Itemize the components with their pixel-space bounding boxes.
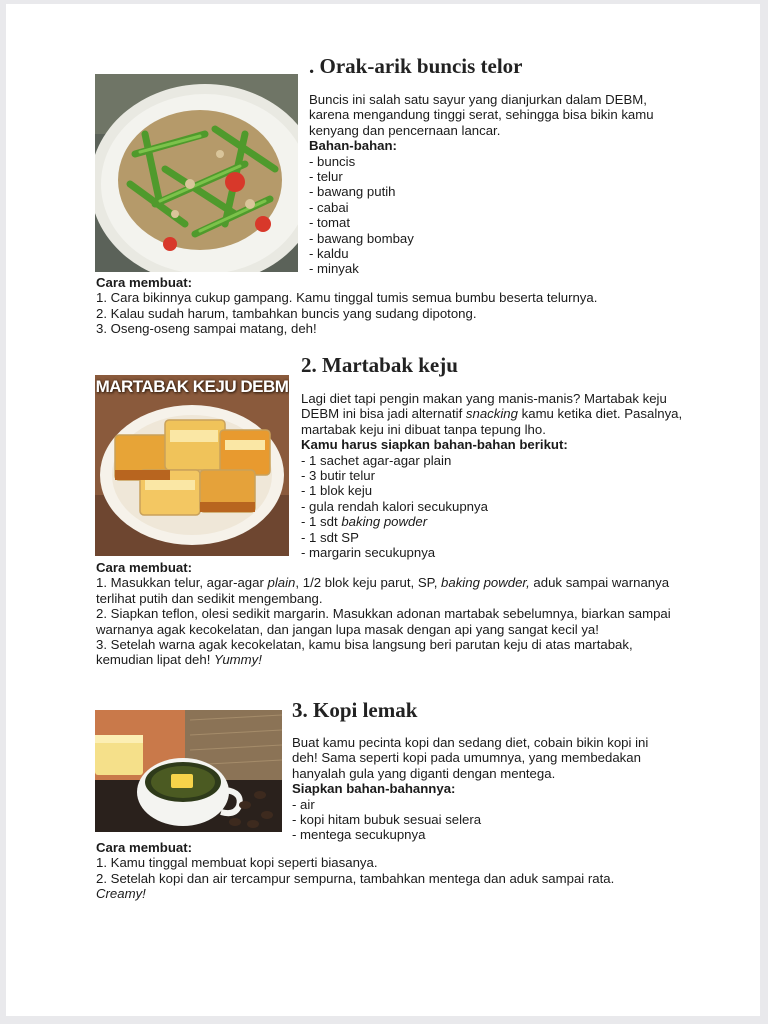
instructions <box>96 560 684 668</box>
cheese-martabak-photo <box>95 375 289 556</box>
ingredient-item <box>309 184 679 199</box>
text-run: 2. Setelah kopi dan air tercampur sempurna, tambahkan mentega dan aduk sampai rata. <box>96 870 615 886</box>
italic-text: Creamy! <box>96 886 146 902</box>
ingredients-list <box>301 453 686 561</box>
ingredient-item <box>292 797 677 812</box>
ingredient-item <box>309 246 679 261</box>
intro-paragraph <box>292 735 677 781</box>
recipe-description <box>309 92 679 277</box>
text-run: Buat kamu pecinta kopi dan sedang diet, cobain bikin kopi ini deh! Sama seperti kopi pada umumnya, yang membedakan hanyalah gula yang diganti dengan mentega. <box>292 735 649 781</box>
text-run: Buncis ini salah satu sayur yang dianjurkan dalam DEBM, karena mengandung tinggi serat, sehingga bisa bikin kamu kenyang dan pencernaan lancar. <box>309 92 654 138</box>
butter-coffee-photo <box>95 710 282 832</box>
ingredient-item <box>301 468 686 483</box>
text-run: - 1 blok keju <box>301 483 373 499</box>
stir-fried-green-beans-photo <box>95 74 298 272</box>
text-run: - tomat <box>309 215 351 231</box>
steps-list <box>96 290 696 336</box>
text-run: - kopi hitam bubuk sesuai selera <box>292 812 482 828</box>
steps-label: Cara membuat: <box>96 840 193 855</box>
recipe-title: . Orak-arik buncis telor <box>309 54 523 78</box>
ingredient-item <box>301 453 686 468</box>
ingredients-label: Bahan-bahan: <box>309 138 397 154</box>
ingredient-item <box>309 215 679 230</box>
step-item <box>96 290 696 305</box>
step-item <box>96 575 684 606</box>
ingredient-item <box>301 530 686 545</box>
ingredients-list <box>292 797 677 843</box>
text-run: - margarin secukupnya <box>301 545 436 561</box>
ingredient-item <box>301 499 686 514</box>
text-run: aduk sampai warnanya terlihat putih dan sedikit mengembang. <box>96 575 670 606</box>
text-run: Lagi diet tapi pengin makan yang manis-manis? Martabak keju DEBM ini bisa jadi alternatif <box>301 391 667 422</box>
text-run: - bawang putih <box>309 184 396 200</box>
text-run: - cabai <box>309 199 349 215</box>
document-page <box>6 4 760 1016</box>
instructions <box>96 840 656 902</box>
step-item <box>96 871 656 902</box>
ingredient-item <box>309 231 679 246</box>
text-run: - air <box>292 796 315 812</box>
text-run: - 1 sdt <box>301 514 342 530</box>
ingredient-item <box>301 483 686 498</box>
text-run: - minyak <box>309 261 359 277</box>
steps-list <box>96 575 684 667</box>
text-run: , 1/2 blok keju parut, SP, <box>295 575 442 591</box>
ingredients-label: Siapkan bahan-bahannya: <box>292 781 456 797</box>
italic-text: baking powder, <box>441 575 530 591</box>
ingredient-item <box>301 514 686 529</box>
recipe-description <box>301 391 686 560</box>
text-run: 3. Setelah warna agak kecokelatan, kamu bisa langsung beri parutan keju di atas martabak, kemudian lipat deh! <box>96 637 633 668</box>
italic-text: Yummy! <box>214 652 262 668</box>
ingredient-item <box>301 545 686 560</box>
text-run: - kaldu <box>309 246 349 262</box>
text-run: - mentega secukupnya <box>292 827 426 843</box>
italic-text: snacking <box>465 406 518 422</box>
ingredients-label: Kamu harus siapkan bahan-bahan berikut: <box>301 437 568 453</box>
recipe-title: 2. Martabak keju <box>301 353 458 377</box>
text-run: - 3 butir telur <box>301 468 376 484</box>
text-run: 1. Cara bikinnya cukup gampang. Kamu tinggal tumis semua bumbu beserta telurnya. <box>96 290 598 306</box>
step-item <box>96 606 684 637</box>
text-run: kamu ketika diet. Pasalnya, martabak keju ini dibuat tanpa tepung lho. <box>301 406 683 437</box>
step-item <box>96 855 656 870</box>
intro-paragraph <box>309 92 679 138</box>
text-run: - 1 sdt SP <box>301 529 359 545</box>
italic-text: plain <box>267 575 296 591</box>
steps-label: Cara membuat: <box>96 560 193 575</box>
ingredient-item <box>309 169 679 184</box>
recipe-description <box>292 735 677 843</box>
photo-caption: MARTABAK KEJU DEBM <box>95 377 289 396</box>
ingredient-item <box>309 154 679 169</box>
step-item <box>96 306 696 321</box>
text-run: - telur <box>309 169 343 185</box>
text-run: 2. Siapkan teflon, olesi sedikit margarin. Masukkan adonan martabak sebelumnya, biarkan sampai warnanya agak kecokelatan, dan jangan lupa masak dengan api yang sangat kecil ya! <box>96 606 671 637</box>
text-run: - 1 sachet agar-agar plain <box>301 452 452 468</box>
text-run: - bawang bombay <box>309 230 414 246</box>
step-item <box>96 637 684 668</box>
ingredient-item <box>309 200 679 215</box>
text-run: 2. Kalau sudah harum, tambahkan buncis yang sudang dipotong. <box>96 305 477 321</box>
steps-list <box>96 855 656 901</box>
text-run: 3. Oseng-oseng sampai matang, deh! <box>96 321 317 337</box>
ingredients-list <box>309 154 679 277</box>
recipe-title: 3. Kopi lemak <box>292 698 418 722</box>
instructions <box>96 275 696 337</box>
text-run: - gula rendah kalori secukupnya <box>301 498 488 514</box>
steps-label: Cara membuat: <box>96 275 193 290</box>
italic-text: baking powder <box>341 514 428 530</box>
step-item <box>96 321 696 336</box>
intro-paragraph <box>301 391 686 437</box>
ingredient-item <box>292 812 677 827</box>
text-run: 1. Masukkan telur, agar-agar <box>96 575 268 591</box>
text-run: 1. Kamu tinggal membuat kopi seperti biasanya. <box>96 855 378 871</box>
text-run: - buncis <box>309 153 356 169</box>
